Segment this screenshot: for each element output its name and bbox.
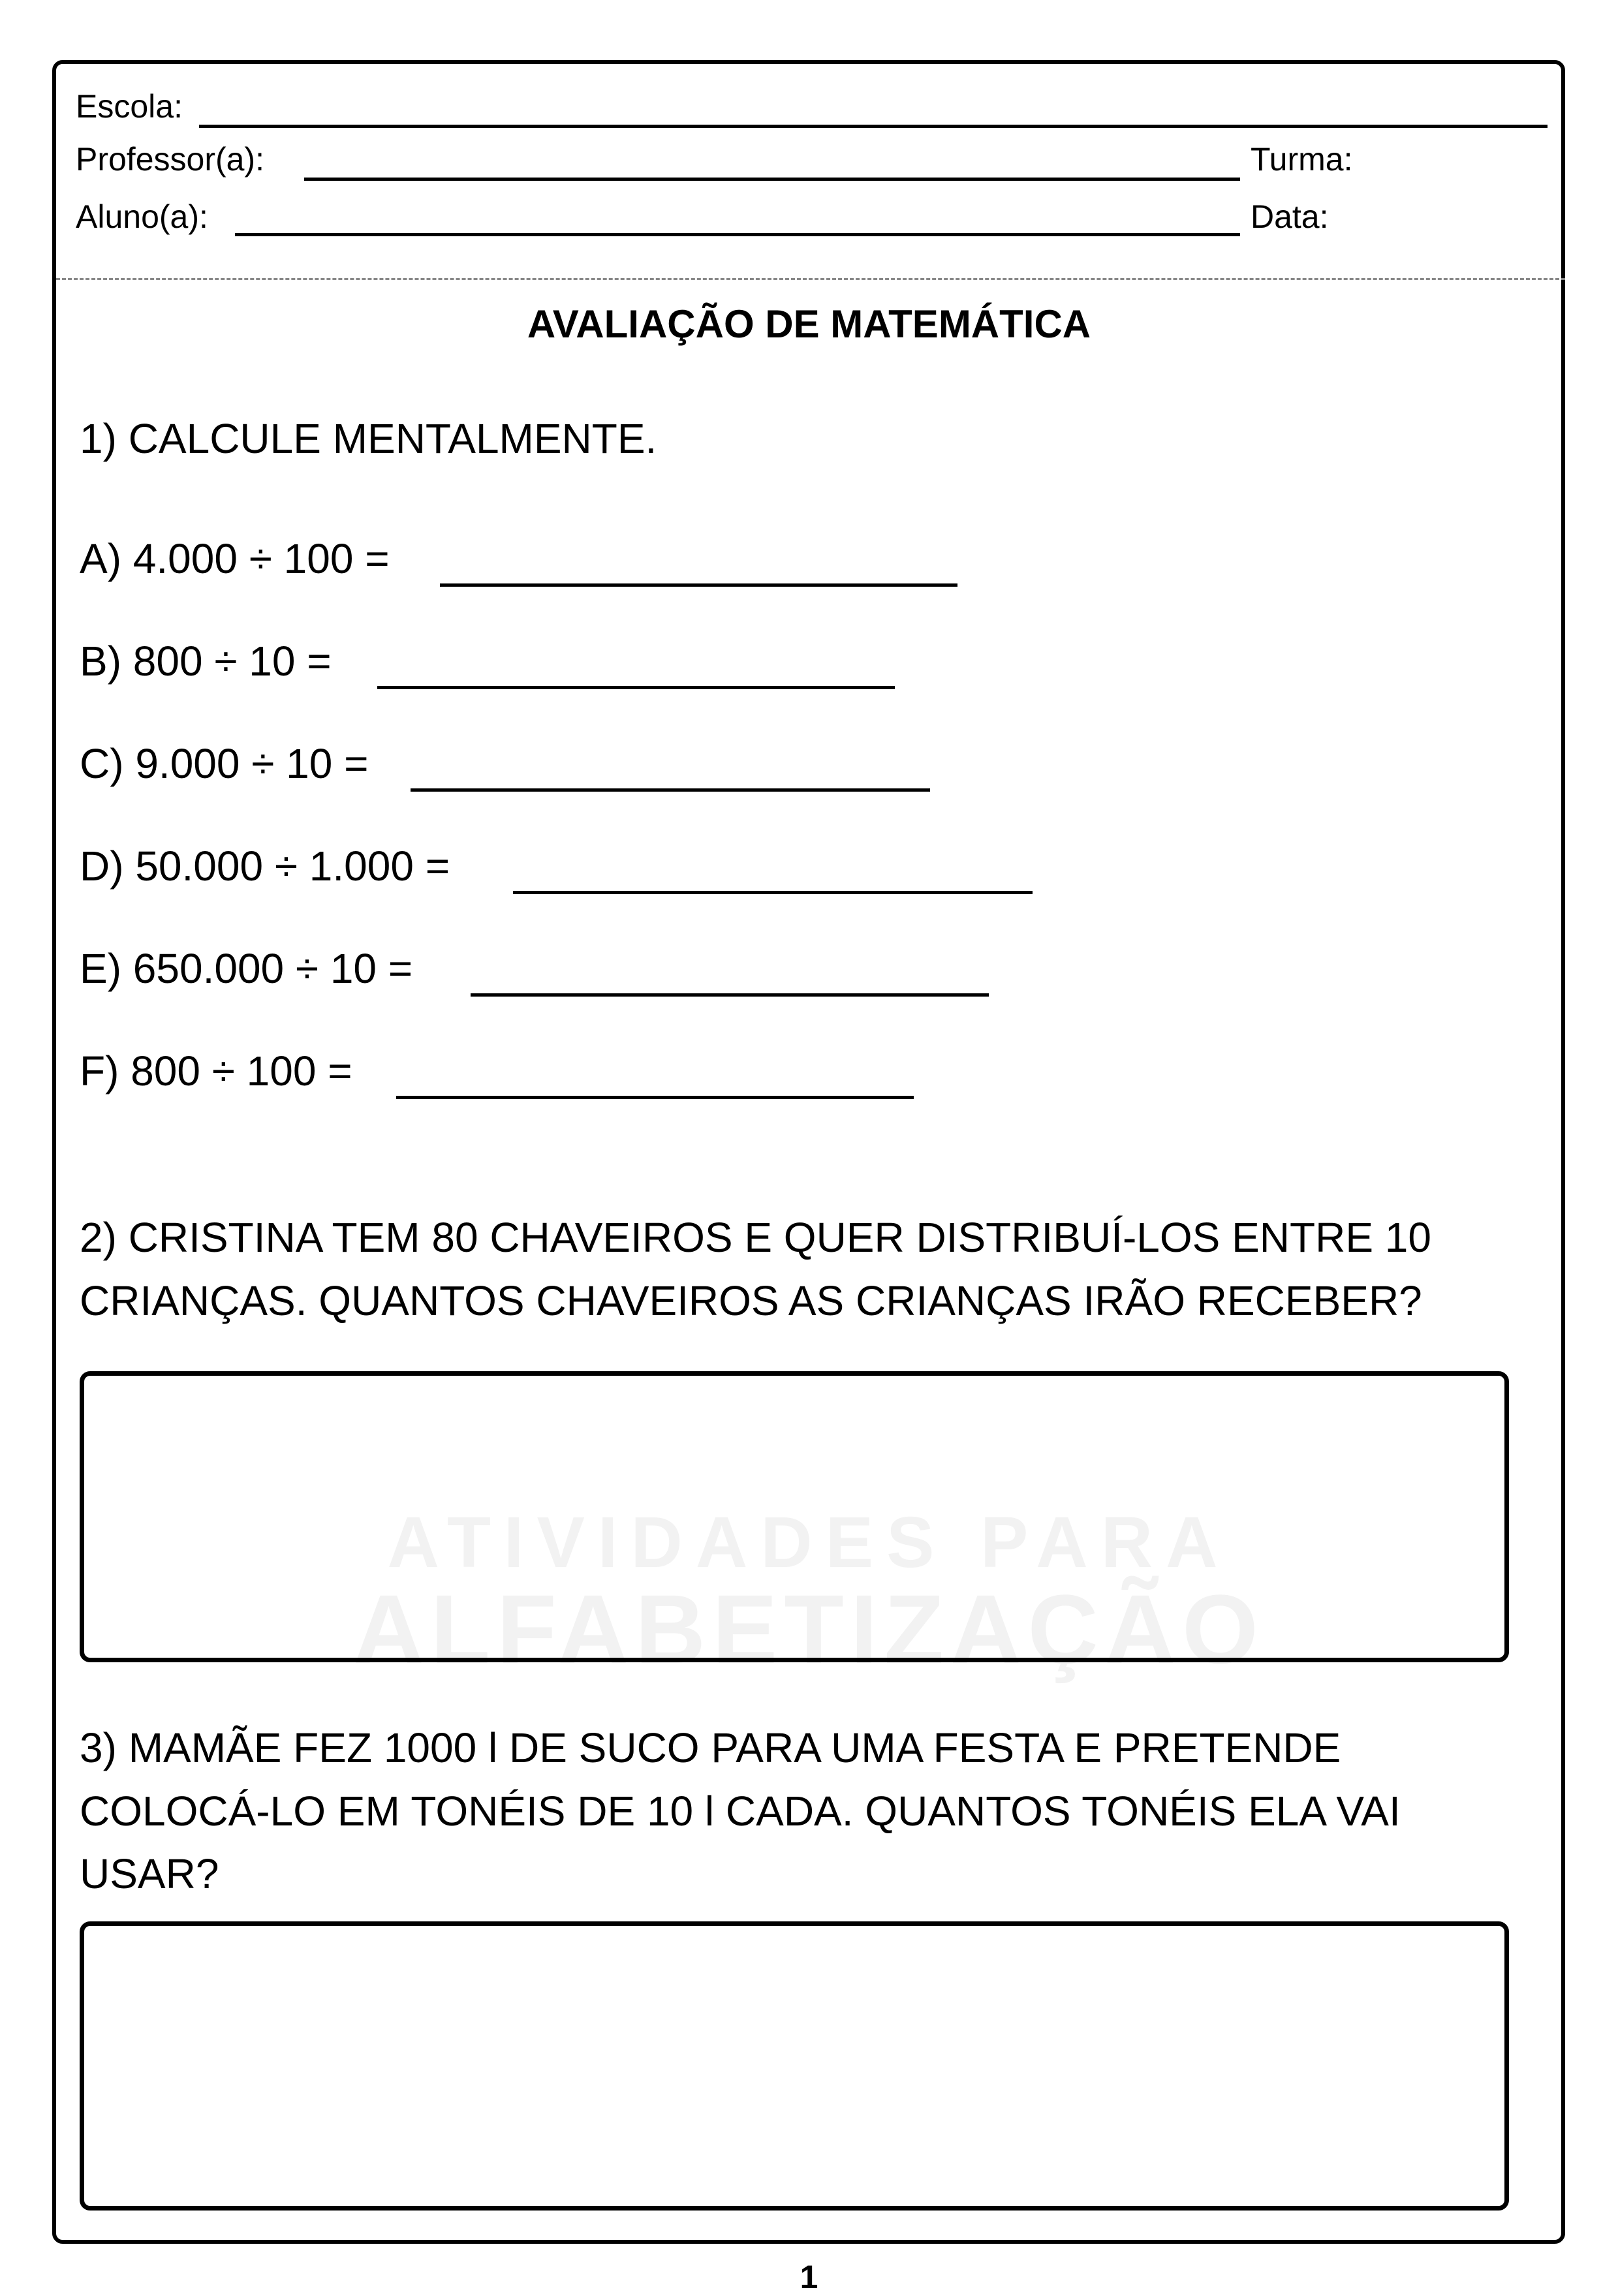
answer-line-a[interactable] <box>440 583 957 587</box>
page-frame <box>52 60 1565 2244</box>
question-3-prompt-line-1: 3) MAMÃE FEZ 1000 l DE SUCO PARA UMA FESTA E PRETENDE <box>80 1724 1341 1771</box>
answer-line-f[interactable] <box>396 1096 914 1099</box>
divider <box>56 278 1565 280</box>
question-1-item-b: B) 800 ÷ 10 = <box>80 638 332 685</box>
escola-label: Escola: <box>76 88 183 125</box>
professor-label: Professor(a): <box>76 141 264 178</box>
question-2-prompt-line-1: 2) CRISTINA TEM 80 CHAVEIROS E QUER DISTRIBUÍ-LOS ENTRE 10 <box>80 1214 1431 1261</box>
answer-line-e[interactable] <box>471 993 989 997</box>
question-3-prompt-line-2: COLOCÁ-LO EM TONÉIS DE 10 l CADA. QUANTOS TONÉIS ELA VAI <box>80 1788 1401 1835</box>
question-1-item-a: A) 4.000 ÷ 100 = <box>80 535 390 582</box>
aluno-field[interactable] <box>235 233 1240 236</box>
question-1-item-f: F) 800 ÷ 100 = <box>80 1047 352 1094</box>
page-number: 1 <box>800 2259 818 2295</box>
answer-line-d[interactable] <box>513 891 1033 894</box>
data-label: Data: <box>1251 198 1329 235</box>
question-1-item-e: E) 650.000 ÷ 10 = <box>80 945 413 992</box>
answer-line-c[interactable] <box>411 788 930 792</box>
watermark-logo-2: ALFABETIZAÇÃO <box>353 1574 1265 1684</box>
aluno-label: Aluno(a): <box>76 198 208 235</box>
question-2-prompt-line-2: CRIANÇAS. QUANTOS CHAVEIROS AS CRIANÇAS IRÃO RECEBER? <box>80 1277 1422 1324</box>
question-1-item-d: D) 50.000 ÷ 1.000 = <box>80 843 450 890</box>
question-2-answer-box[interactable] <box>80 1371 1509 1662</box>
professor-field[interactable] <box>304 178 1240 181</box>
escola-field[interactable] <box>199 125 1548 128</box>
question-3-prompt-line-3: USAR? <box>80 1850 219 1897</box>
watermark-logo: ATIVIDADES PARA <box>387 1502 1231 1583</box>
answer-line-b[interactable] <box>377 686 895 689</box>
question-1-item-c: C) 9.000 ÷ 10 = <box>80 740 369 787</box>
turma-label: Turma: <box>1251 141 1353 178</box>
question-3-answer-box[interactable] <box>80 1921 1509 2211</box>
page-title: AVALIAÇÃO DE MATEMÁTICA <box>527 302 1091 346</box>
question-1-prompt: 1) CALCULE MENTALMENTE. <box>80 415 657 462</box>
